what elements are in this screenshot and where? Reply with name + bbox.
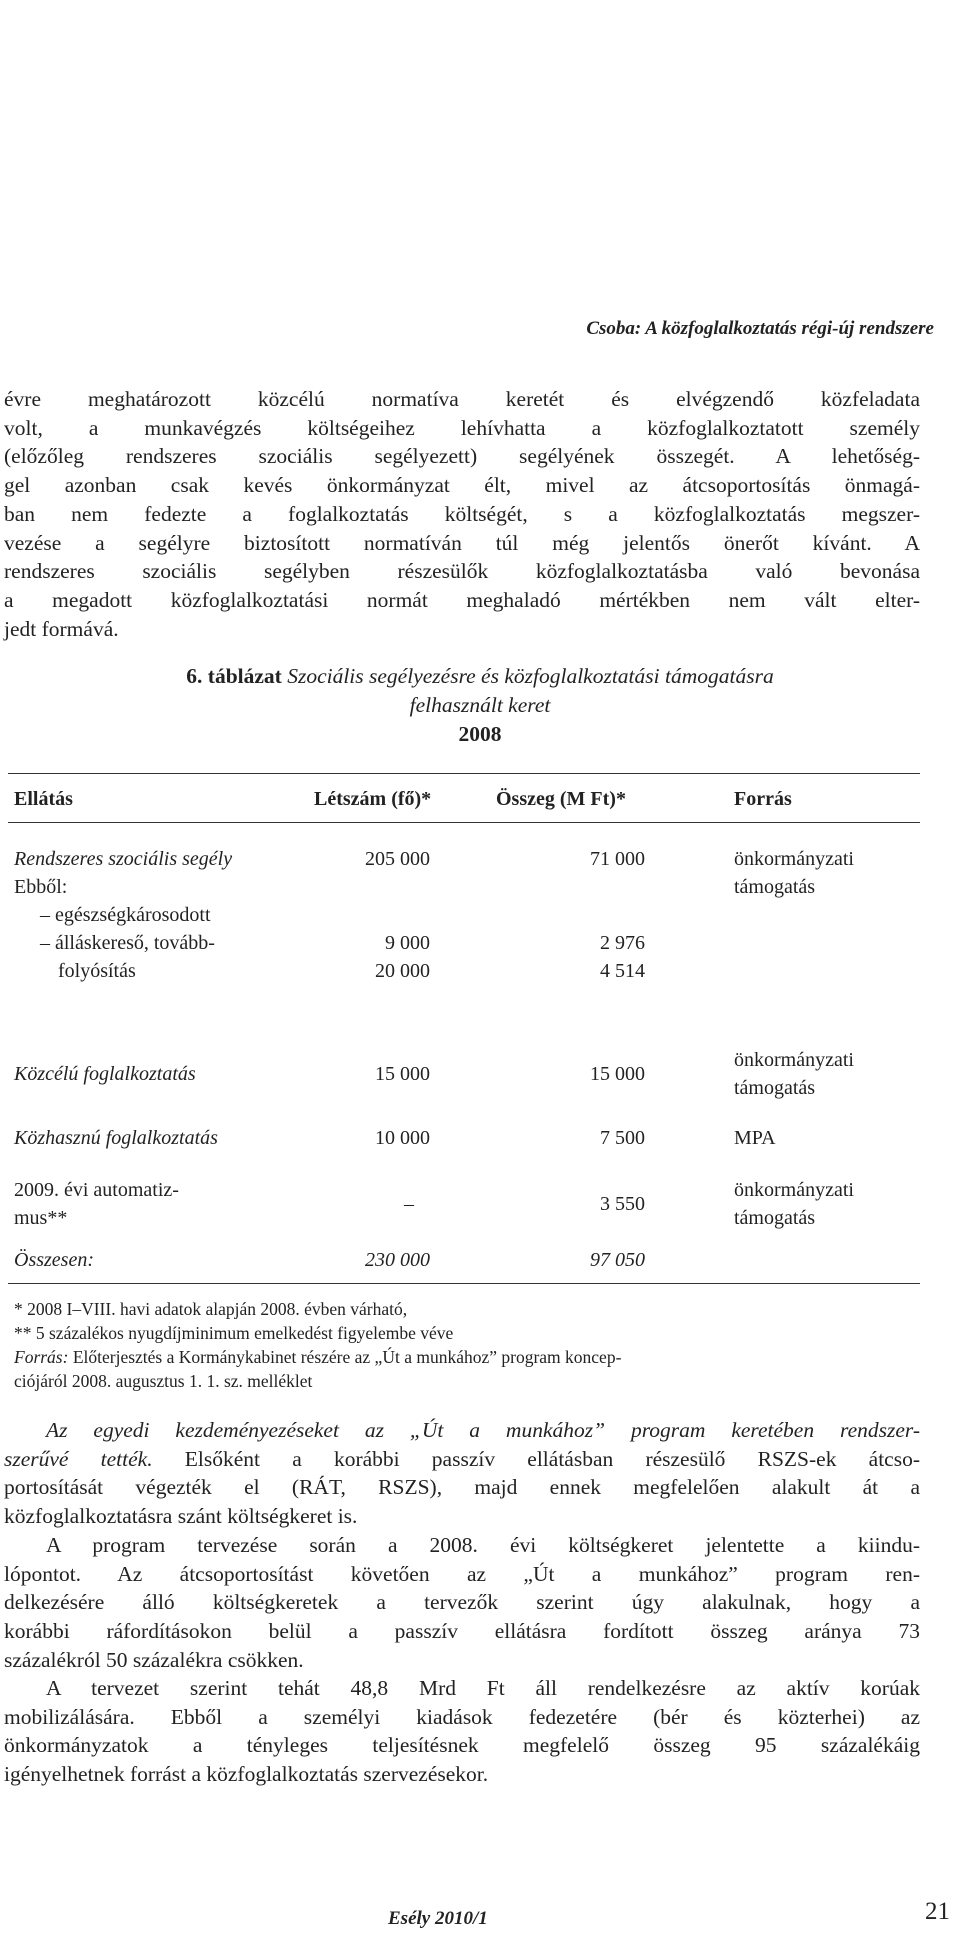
table-note: * 2008 I–VIII. havi adatok alapján 2008. évben várható, [14, 1299, 408, 1319]
text-line: volt, a munkavégzés költségeihez lehívhatta a közfoglalkoztatott személy [4, 415, 920, 440]
text-line: Az egyedi kezdeményezéseket az „Út a munkához” program keretében rendszer- [46, 1418, 920, 1442]
table-caption [0, 662, 960, 749]
text-line: évre meghatározott közcélú normatíva keretét és elvégzendő közfeladata [4, 387, 920, 411]
row-count: 20 000 [375, 960, 430, 982]
row-label: 2009. évi automatiz- [14, 1179, 179, 1201]
row-amount: 71 000 [590, 848, 645, 870]
row-source: MPA [734, 1127, 776, 1149]
total-amount: 97 050 [590, 1249, 645, 1271]
row-count: – [404, 1193, 414, 1215]
text-line: (előzőleg rendszeres szociális segélyezett) segélyének összegét. A lehetőség- [4, 444, 920, 469]
table-title: Szociális segélyezésre és közfoglalkoztatási támogatásra [287, 664, 774, 688]
table-title-line2: felhasznált keret [409, 693, 551, 717]
row-amount: 7 500 [600, 1127, 645, 1149]
row-source: támogatás [734, 1207, 816, 1229]
col-header-forras: Forrás [734, 788, 792, 810]
row-count: 9 000 [385, 932, 430, 954]
running-header: Csoba: A közfoglalkoztatás régi-új rendszere [586, 318, 934, 339]
col-header-letszam: Létszám (fő)* [314, 788, 432, 810]
table-source [14, 1346, 920, 1369]
text-line: rendszeres szociális segélyben részesülők közfoglalkoztatásba való bevonása [4, 559, 920, 584]
row-label: mus** [14, 1207, 68, 1229]
paragraph-4 [4, 1674, 920, 1789]
text-line [4, 1445, 920, 1474]
paragraph-2 [4, 1416, 920, 1531]
table-number: 6. táblázat [186, 664, 282, 688]
row-count: 10 000 [375, 1127, 430, 1149]
row-amount: 4 514 [600, 960, 645, 982]
text-line: vezése a segélyre biztosított normatíván túl még jelentős önerőt kívánt. A [4, 530, 920, 555]
table-bottom-rule [8, 1283, 920, 1284]
table-header-rule [8, 822, 920, 823]
row-label: Rendszeres szociális segély [14, 848, 233, 870]
page-number: 21 [925, 1898, 950, 1925]
row-source: önkormányzati [734, 848, 854, 870]
row-count: 205 000 [365, 848, 430, 870]
text-line: portosítását végezték el (RÁT, RSZS), majd ennek megfelelően alakult át a [4, 1475, 920, 1500]
col-header-ellatas: Ellátás [14, 788, 73, 810]
table-top-rule [8, 773, 920, 774]
text-line: önkormányzatok a tényleges teljesítésnek megfelelő összeg 95 százalékáig [4, 1733, 920, 1758]
italic-run: szerűvé tették. [4, 1446, 153, 1471]
row-source: támogatás [734, 876, 816, 898]
text-line: gel azonban csak kevés önkormányzat élt, mivel az átcsoportosítás önmagá- [4, 473, 920, 498]
text-line: százalékról 50 százalékra csökken. [4, 1647, 304, 1672]
text-line: mobilizálására. Ebből a személyi kiadások fedezetére (bér és közterhei) az [4, 1704, 920, 1729]
text-line: A program tervezése során a 2008. évi költségkeret jelentette a kiindu- [46, 1533, 920, 1557]
text-run: Elsőként a korábbi passzív ellátásban részesülő RSZS-ek átcso- [152, 1446, 920, 1471]
text-line: ban nem fedezte a foglalkoztatás költségét, s a közfoglalkoztatás megszer- [4, 501, 920, 526]
source-text: Előterjesztés a Kormánykabinet részére az „Út a munkához” program koncep- [72, 1347, 622, 1367]
total-count: 230 000 [365, 1249, 430, 1271]
journal-footer: Esély 2010/1 [388, 1908, 488, 1929]
table-year: 2008 [458, 722, 502, 746]
table-note: ** 5 százalékos nyugdíjminimum emelkedést figyelembe véve [14, 1323, 454, 1343]
row-amount: 3 550 [600, 1193, 645, 1215]
row-source: önkormányzati [734, 1179, 854, 1201]
row-source: támogatás [734, 1077, 816, 1099]
text-line: közfoglalkoztatásra szánt költségkeret is. [4, 1504, 358, 1529]
paragraph-3 [4, 1531, 920, 1675]
row-label: Közhasznú foglalkoztatás [14, 1127, 218, 1149]
source-label: Forrás: [14, 1347, 69, 1367]
text-line: a megadott közfoglalkoztatási normát meghaladó mértékben nem vált elter- [4, 587, 920, 612]
text-line: igényelhetnek forrást a közfoglalkoztatás szervezésekor. [4, 1762, 489, 1787]
row-label: Közcélú foglalkoztatás [14, 1063, 196, 1085]
col-header-osszeg: Összeg (M Ft)* [496, 788, 626, 810]
text-line: A tervezet szerint tehát 48,8 Mrd Ft áll rendelkezésre az aktív korúak [46, 1676, 920, 1700]
table-source-cont: ciójáról 2008. augusztus 1. 1. sz. melléklet [14, 1371, 313, 1391]
text-line: delkezésére álló költségkeretek a tervezők szerint úgy alakulnak, hogy a [4, 1590, 920, 1615]
text-line: jedt formává. [4, 616, 119, 641]
text-line: lópontot. Az átcsoportosítást követően az „Út a munkához” program ren- [4, 1561, 920, 1586]
row-label: – egészségkárosodott [40, 904, 211, 926]
row-amount: 15 000 [590, 1063, 645, 1085]
total-label: Összesen: [14, 1249, 94, 1271]
row-label: folyósítás [58, 960, 136, 982]
text-line: korábbi ráfordításokon belül a passzív ellátásra fordított összeg aránya 73 [4, 1619, 920, 1644]
row-source: önkormányzati [734, 1049, 854, 1071]
row-count: 15 000 [375, 1063, 430, 1085]
row-label: Ebből: [14, 876, 68, 898]
row-label: – álláskereső, tovább- [40, 932, 215, 954]
paragraph-1 [4, 385, 920, 643]
row-amount: 2 976 [600, 932, 645, 954]
